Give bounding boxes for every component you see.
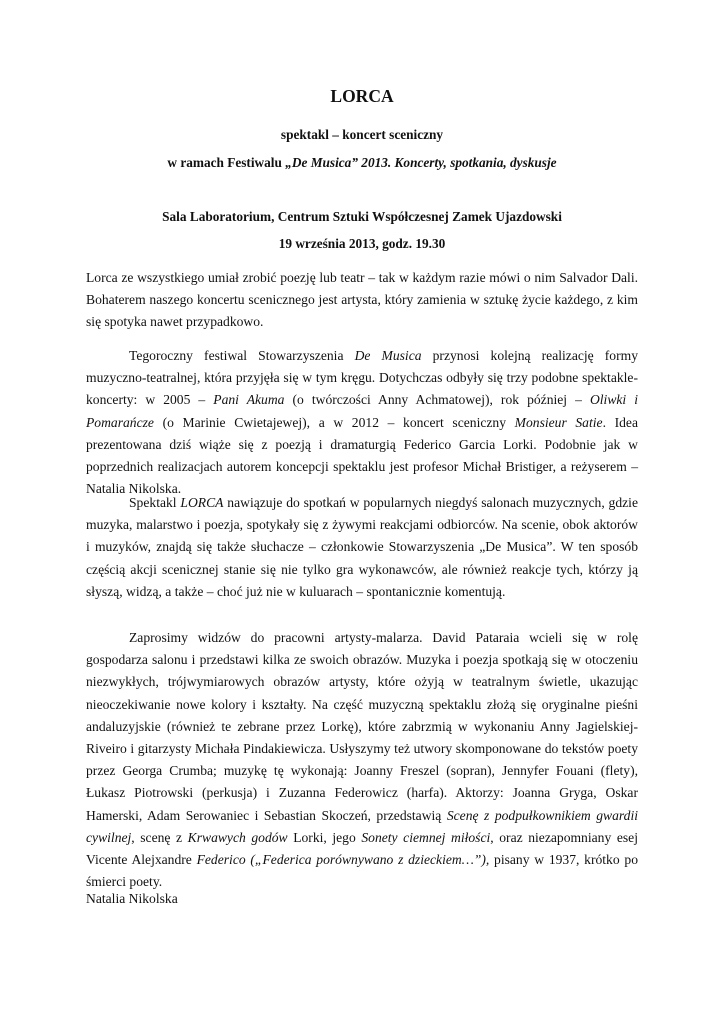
subtitle: spektakl – koncert sceniczny bbox=[280, 127, 444, 142]
festival-prefix: w ramach Festiwalu bbox=[167, 155, 286, 170]
italic-run: Krwawych godów bbox=[187, 829, 288, 845]
venue-line: Sala Laboratorium, Centrum Sztuki Współczesnej Zamek Ujazdowski bbox=[162, 209, 562, 224]
text-run: pisany w 1937, krótko po śmierci poety. bbox=[86, 852, 638, 890]
italic-run: De Musica bbox=[354, 348, 422, 363]
italic-run: Monsieur Satie bbox=[514, 414, 603, 430]
italic-run: Scenę z podpułkownikiem gwardii cywilnej bbox=[86, 807, 639, 845]
text-run: nawiązuje do spotkań w popularnych niegdyś salonach muzycznych, gdzie muzyka, malarstwo i poezja, spotykały się z żywymi reakcjami odbiorców. Na scenie, obok aktorów i muzyków, znajdą się także słuchacze – członkowie Stowarzyszenia „De Musica”. W ten sposób częścią akcji scenicznej stanie się nie tylko gra wykonawców, ale również reakcje tych, którzy ją słyszą, widzą, a także – choć już nie w kuluarach – spontanicznie komentują. bbox=[86, 495, 638, 599]
paragraph-spectacle bbox=[86, 492, 638, 603]
paragraph-spectacle-text bbox=[86, 492, 638, 603]
paragraph-invitation-text bbox=[86, 627, 638, 893]
italic-run: Pani Akuma bbox=[213, 392, 285, 408]
text-run: , scenę z bbox=[131, 829, 188, 845]
paragraph-intro-text: Lorca ze wszystkiego umiał zrobić poezję lub teatr – tak w każdym razie mówi o nim Salvador Dali. Bohaterem naszego koncertu scenicznego jest artysta, który zamienia w sztukę życie każdego, z kim się spotyka nawet przypadkowo. bbox=[86, 270, 638, 330]
paragraph-festival bbox=[86, 345, 638, 500]
paragraph-invitation bbox=[86, 627, 638, 893]
text-run: Tegoroczny festiwal Stowarzyszenia bbox=[129, 348, 355, 363]
text-run: (o twórczości Anny Achmatowej), rok później – bbox=[284, 392, 590, 408]
text-run: Spektakl bbox=[129, 495, 181, 510]
italic-run: Oliwki i Pomarańcze bbox=[86, 392, 639, 430]
text-run: . Idea prezentowana dziś wiąże się z poezją i dramaturgią Federico Garcia Lorki. Podobnie jak w poprzednich realizacjach autorem koncepcji spektaklu jest profesor Michał Bristiger, a reżyserem – Natalia Nikolska. bbox=[86, 414, 638, 497]
paragraph-festival-text bbox=[86, 345, 638, 500]
signature: Natalia Nikolska bbox=[86, 891, 178, 906]
text-run: (o Marinie Cwietajewej), a w 2012 – koncert sceniczny bbox=[153, 414, 515, 430]
italic-run: LORCA bbox=[180, 495, 224, 510]
text-run: Lorki, jego bbox=[287, 829, 362, 845]
paragraph-intro bbox=[86, 267, 638, 334]
italic-run: Federico („Federica porównywano z dzieckiem…”), bbox=[196, 852, 490, 868]
text-run: , oraz niezapomniany esej Vicente Alejxandre bbox=[86, 829, 638, 868]
page-title: LORCA bbox=[330, 86, 394, 106]
text-run: przynosi kolejną realizację formy muzyczno-teatralnej, która przyjęła się w tym kręgu. Dotychczas odbyły się trzy podobne spektakle-koncerty: w 2005 – bbox=[86, 348, 639, 408]
date-line: 19 września 2013, godz. 19.30 bbox=[278, 236, 446, 251]
festival-name: „De Musica” 2013. Koncerty, spotkania, dyskusje bbox=[285, 155, 557, 170]
text-run: Zaprosimy widzów do pracowni artysty-malarza. David Pataraia wcieli się w rolę gospodarza salonu i przedstawi kilka ze swoich obrazów. Muzyka i poezja spotkają się w otoczeniu niezwykłych, trójwymiarowych obrazów artysty, które ożyją w teatralnym świetle, ukazując nieoczekiwanie nowe kolory i kształty. Na część muzyczną spektaklu złożą się oryginalne pieśni andaluzyjskie (również te zebrane przez Lorkę), które zabrzmią w wykonaniu Anny Jagielskiej-Riveiro i gitarzysty Michała Pindakiewicza. Usłyszymy też utwory skomponowane do tekstów poety przez Georga Crumba; muzykę tę wykonają: Joanny Freszel (sopran), Jennyfer Fouani (flety), Łukasz Piotrowski (perkusja) i Zuzanna Federowicz (harfa). Aktorzy: Joanna Gryga, Oskar Hamerski, Adam Serowaniec i Sebastian Skoczeń, przedstawią bbox=[86, 630, 638, 823]
festival-line bbox=[0, 155, 724, 171]
italic-run: Sonety ciemnej miłości bbox=[361, 829, 491, 845]
